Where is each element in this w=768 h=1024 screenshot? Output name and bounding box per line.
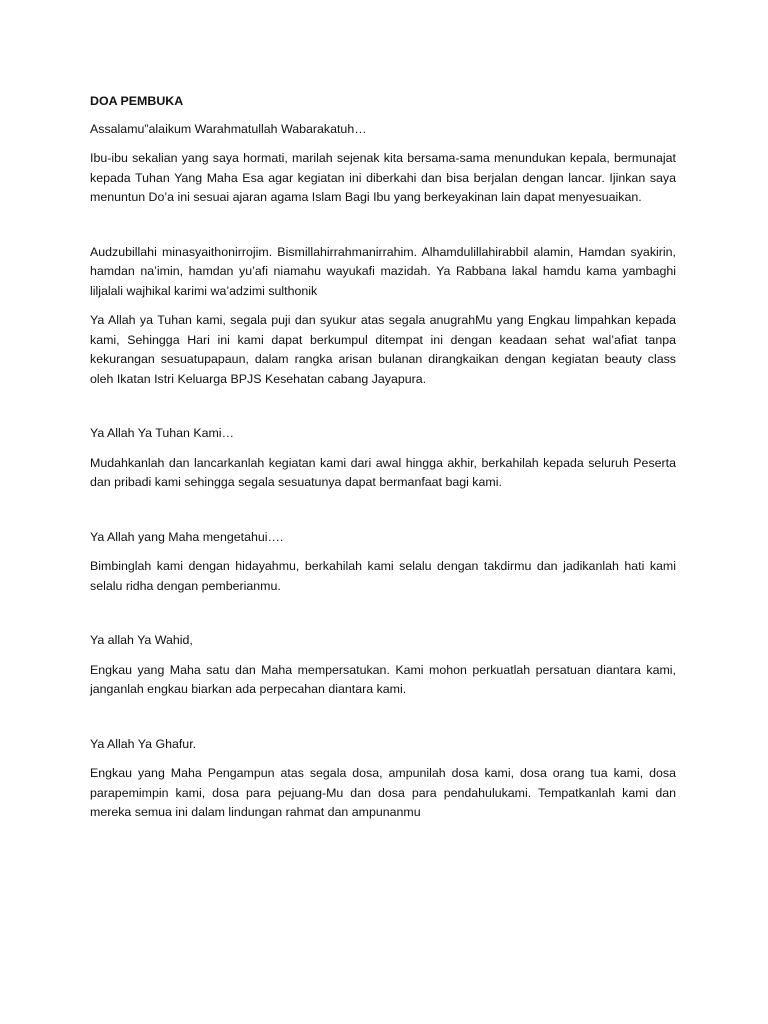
- spacer: [90, 218, 676, 243]
- opening-paragraph: Ibu-ibu sekalian yang saya hormati, marilah sejenak kita bersama-sama menundukan kepala, bermunajat kepada Tuhan Yang Maha Esa agar kegiatan ini diberkahi dan bisa berjalan dengan lancar. Ijinkan saya menuntun Do’a ini sesuai ajaran agama Islam Bagi Ibu yang berkeyakinan lain dapat menyesuaikan.: [90, 151, 676, 204]
- invocation-heading: Ya Allah Ya Ghafur.: [90, 736, 197, 751]
- document-title: DOA PEMBUKA: [90, 94, 184, 108]
- spacer: [90, 606, 676, 631]
- document-body: [90, 92, 676, 833]
- spacer: [90, 503, 676, 528]
- spacer: [90, 399, 676, 424]
- arabic-opening-paragraph: Audzubillahi minasyaithonirrojim. Bismillahirrahmanirrahim. Alhamdulillahirabbil alamin, Hamdan syakirin, hamdan na’imin, hamdan yu’afi niamahu wayukafi mazidah. Ya Rabbana lakal hamdu kama yambaghi liljalali wajhikal karimi wa’adzimi sulthonik: [90, 244, 676, 298]
- prayer-paragraph: Engkau yang Maha satu dan Maha mempersatukan. Kami mohon perkuatlah persatuan diantara kami, janganlah engkau biarkan ada perpecahan diantara kami.: [90, 662, 676, 696]
- spacer: [90, 710, 676, 735]
- thanksgiving-paragraph: Ya Allah ya Tuhan kami, segala puji dan syukur atas segala anugrahMu yang Engkau limpahkan kepada kami, Sehingga Hari ini kami dapat berkumpul ditempat ini dengan keadaan sehat wal’afiat tanpa kekurangan sesuatupapaun, dalam rangka arisan bulanan dirangkaikan dengan kegiatan beauty class oleh Ikatan Istri Keluarga BPJS Kesehatan cabang Jayapura.: [90, 313, 676, 386]
- invocation-heading: Ya Allah Ya Tuhan Kami…: [90, 426, 234, 440]
- invocation-heading: Ya allah Ya Wahid,: [90, 633, 193, 647]
- greeting-paragraph: Assalamu”alaikum Warahmatullah Wabarakatuh…: [90, 121, 367, 136]
- prayer-paragraph: Mudahkanlah dan lancarkanlah kegiatan kami dari awal hingga akhir, berkahilah kepada seluruh Peserta dan pribadi kami sehingga segala sesuatunya dapat bermanfaat bagi kami.: [90, 455, 676, 489]
- invocation-heading: Ya Allah yang Maha mengetahui….: [90, 529, 284, 544]
- prayer-paragraph: Bimbinglah kami dengan hidayahmu, berkahilah kami selalu dengan takdirmu dan jadikanlah hati kami selalu ridha dengan pemberianmu.: [90, 559, 676, 593]
- prayer-paragraph: Engkau yang Maha Pengampun atas segala dosa, ampunilah dosa kami, dosa orang tua kami, dosa parapemimpin kami, dosa para pejuang-Mu dan dosa para pendahulukami. Tempatkanlah kami dan mereka semua ini dalam lindungan rahmat dan ampunanmu: [90, 766, 676, 819]
